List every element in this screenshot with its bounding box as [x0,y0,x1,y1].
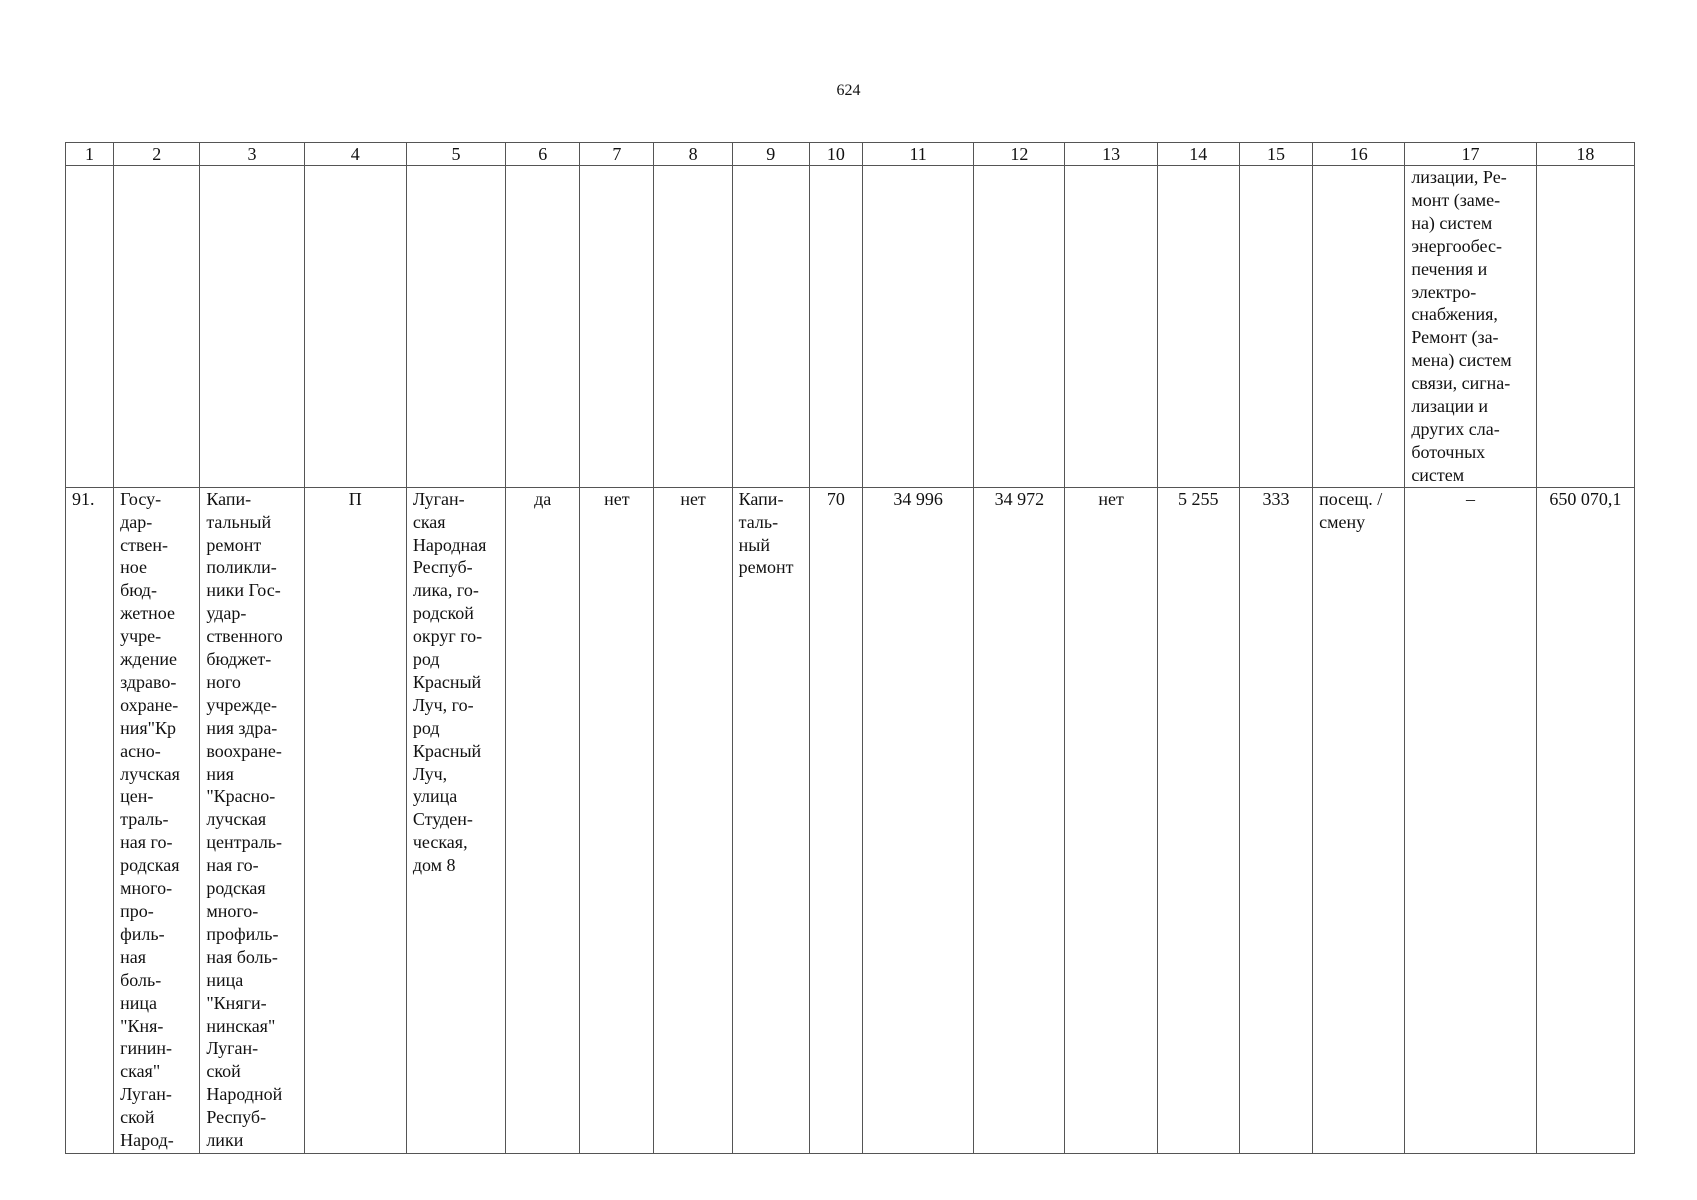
header-cell: 9 [732,143,809,166]
table-cell [66,166,114,488]
header-cell: 18 [1536,143,1634,166]
cell-col14: 5 255 [1157,487,1239,1153]
header-cell: 16 [1313,143,1405,166]
table-cell [506,166,580,488]
cell-col11: 34 996 [862,487,973,1153]
institution-name: Госу- дар- ствен- ное бюд- жетное учре- ждение здраво- охране- ния"Кр асно- лучская цен- траль- ная го- родская много- про- филь- ная боль- ница "Кня- гинин- ская" Луган- ской Народ- [114,487,200,1153]
unit: посещ. / смену [1313,487,1405,1153]
header-cell: 11 [862,143,973,166]
header-cell: 7 [580,143,654,166]
cell-col6: да [506,487,580,1153]
row-number: 91. [66,487,114,1153]
header-cell: 12 [974,143,1065,166]
work-types-continued: лизации, Ре- монт (заме- на) систем энергообес- печения и электро- снабжения, Ремонт (за- мена) систем связи, сигна- лизации и других сла- боточных систем [1405,166,1536,488]
table-row [66,487,1635,1153]
cell-col18: 650 070,1 [1536,487,1634,1153]
cell-col7: нет [580,487,654,1153]
header-cell: 5 [406,143,505,166]
table-cell [862,166,973,488]
cell-col17: – [1405,487,1536,1153]
data-table [65,142,1635,1154]
table-cell [654,166,732,488]
table-cell [1239,166,1312,488]
header-cell: 2 [114,143,200,166]
address: Луган- ская Народная Респуб- лика, го- родской округ го- род Красный Луч, го- род Красный Луч, улица Студен- ческая, дом 8 [406,487,505,1153]
cell-col8: нет [654,487,732,1153]
header-cell: 17 [1405,143,1536,166]
header-cell: 4 [304,143,406,166]
page-number: 624 [836,82,861,99]
continuation-row [66,166,1635,488]
cell-col13: нет [1065,487,1157,1153]
table-cell [406,166,505,488]
header-cell: 6 [506,143,580,166]
table-cell [1065,166,1157,488]
table-cell [200,166,304,488]
table-cell [1313,166,1405,488]
header-cell: 15 [1239,143,1312,166]
table-cell [114,166,200,488]
project-name: Капи- тальный ремонт поликли- ники Гос- удар- ственного бюджет- ного учрежде- ния здра- воохране- ния "Красно- лучская централь- ная го- родская много- профиль- ная боль- ница "Княги- нинская" Луган- ской Народной Респуб- лики [200,487,304,1153]
table-cell [580,166,654,488]
work-type: Капи- таль- ный ремонт [732,487,809,1153]
table-cell [732,166,809,488]
cell-col12: 34 972 [974,487,1065,1153]
header-cell: 10 [809,143,862,166]
table-cell [1157,166,1239,488]
cell-col10: 70 [809,487,862,1153]
object-code: П [304,487,406,1153]
table-cell [809,166,862,488]
header-cell: 3 [200,143,304,166]
header-cell: 13 [1065,143,1157,166]
header-cell: 1 [66,143,114,166]
cell-col15: 333 [1239,487,1312,1153]
column-number-row [66,143,1635,166]
header-cell: 8 [654,143,732,166]
table-cell [1536,166,1634,488]
table-cell [974,166,1065,488]
header-cell: 14 [1157,143,1239,166]
table-cell [304,166,406,488]
